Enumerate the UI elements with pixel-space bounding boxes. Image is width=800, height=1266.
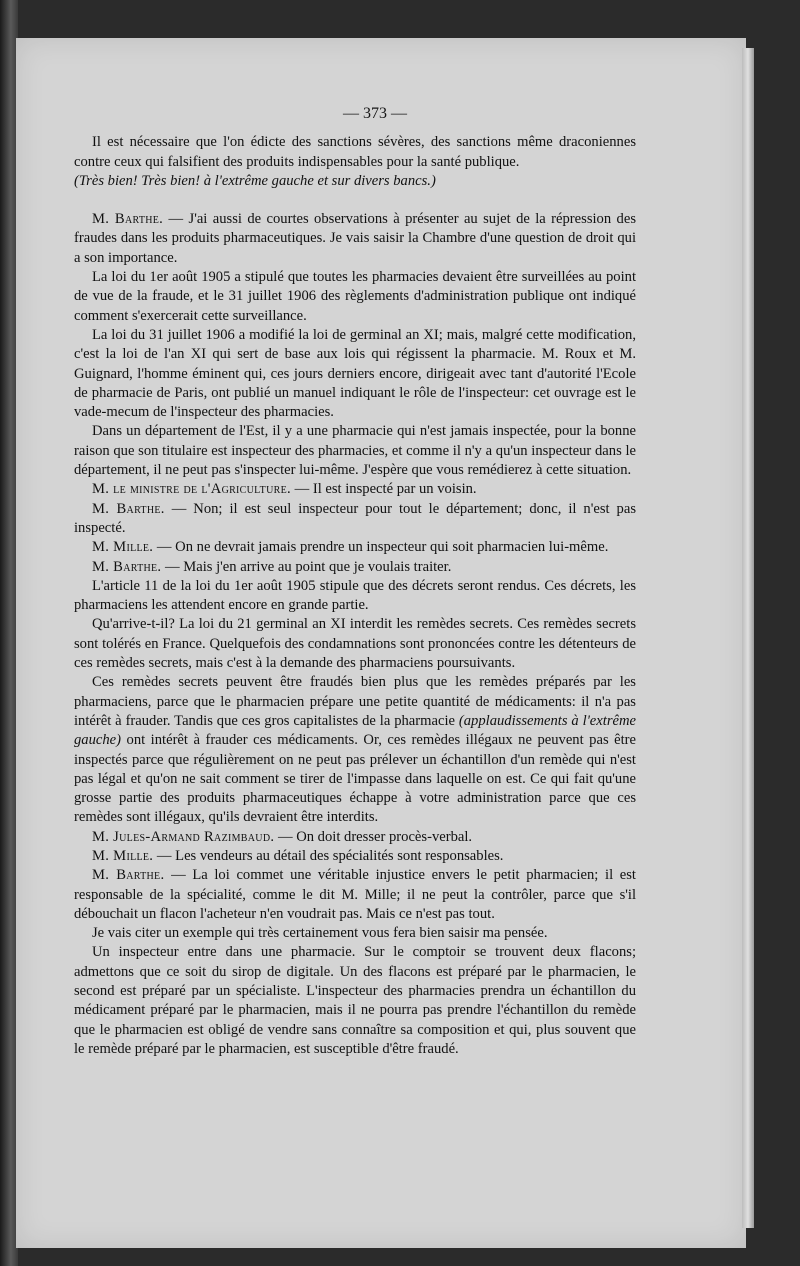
paragraph-text: Je vais citer un exemple qui très certainement vous fera bien saisir ma pensée.	[92, 925, 548, 942]
applause-note	[74, 172, 636, 191]
applause-text: (Très bien! Très bien! à l'extrême gauche et sur divers bancs.)	[74, 172, 436, 189]
speech-text: — On ne devrait jamais prendre un inspecteur qui soit pharmacien lui-même.	[153, 539, 609, 556]
paragraph-article-11	[74, 577, 636, 616]
speech-ministre	[74, 480, 636, 499]
paragraph-est	[74, 422, 636, 480]
page-edge-stack	[742, 48, 754, 1228]
page-text	[74, 104, 636, 1059]
paragraph-text: ont intérêt à frauder ces médicaments. Or, ces remèdes illégaux ne peuvent pas être inspectés parce que régulièrement on ne peut pas prélever un échantillon d'un remède qui n'est pas légal et qu'on ne sait comment se tirer de l'impasse dans laquelle on est. Ce qui fait qu'une grosse partie des produits pharmaceutiques échappe à votre administration parce que ces remèdes sont illégaux, qu'ils devraient être interdits.	[74, 732, 636, 826]
speech-text: — On doit dresser procès-verbal.	[274, 828, 473, 845]
speaker-name: M. Mille.	[92, 539, 154, 556]
paragraph-law-1906	[74, 326, 636, 422]
paragraph-remedes-secrets	[74, 615, 636, 673]
speech-razimbaud	[74, 828, 636, 847]
speech-barthe-1	[74, 210, 636, 268]
paragraph-inspecteur	[74, 943, 636, 1059]
applause-text: (applaudissements à l'extrême gauche)	[74, 712, 636, 749]
speaker-name: M. Barthe.	[92, 211, 164, 228]
paragraph-text: Il est nécessaire que l'on édicte des sanctions sévères, des sanctions même draconiennes contre ceux qui falsifient des produits indispensables pour la santé publique.	[74, 134, 636, 170]
speech-mille-2	[74, 847, 636, 866]
page-number: — 373 —	[343, 105, 407, 122]
speech-mille-1	[74, 538, 636, 557]
speech-barthe-3	[74, 558, 636, 577]
paragraph-text: L'article 11 de la loi du 1er août 1905 stipule que des décrets seront rendus. Ces décrets, les pharmaciens les attendent encore en grande partie.	[74, 577, 636, 614]
speaker-name: M. Jules-Armand Razimbaud.	[92, 828, 275, 845]
paragraph-1	[74, 133, 636, 172]
speaker-name: M. Barthe.	[92, 500, 165, 517]
section-gap	[74, 191, 636, 210]
paragraph-text: Un inspecteur entre dans une pharmacie. Sur le comptoir se trouvent deux flacons; admettons que ce soit du sirop de digitale. Un des flacons est préparé par le pharmacien, le second est préparé par un spécialiste. L'inspecteur des pharmacies prendra un échantillon du médicament préparé par le pharmacien, mais il ne pourra pas prendre l'échantillon du remède que le pharmacien est obligé de vendre sans connaître sa composition et qui, plus souvent que le remède préparé par le pharmacien, est susceptible d'être fraudé.	[74, 944, 636, 1057]
speech-text: — J'ai aussi de courtes observations à présenter au sujet de la répression des fraudes dans les produits pharmaceutiques. Je vais saisir la Chambre d'une question de droit qui a son importance.	[74, 211, 636, 266]
speech-text: — Les vendeurs au détail des spécialités sont responsables.	[153, 847, 504, 864]
paragraph-text: Ces remèdes secrets peuvent être fraudés bien plus que les remèdes préparés par les pharmaciens, parce que le pharmacien prépare une petite quantité de médicaments: il n'a pas intérêt à frauder. Tandis que ces gros capitalistes de la pharmacie	[74, 674, 636, 729]
speaker-name: M. Barthe.	[92, 867, 165, 884]
paragraph-text: Qu'arrive-t-il? La loi du 21 germinal an XI interdit les remèdes secrets. Ces remèdes secrets sont tolérés en France. Quelquefois des condamnations sont prononcées contre les détenteurs de ces remèdes secrets, mais c'est à la demande des pharmaciens poursuivants.	[74, 616, 636, 672]
speaker-name: M. le ministre de l'Agriculture.	[92, 481, 291, 498]
speech-barthe-2	[74, 500, 636, 539]
paragraph-law-1905	[74, 268, 636, 326]
paragraph-text: La loi du 31 juillet 1906 a modifié la loi de germinal an XI; mais, malgré cette modification, c'est la loi de l'an XI qui sert de base aux lois qui régissent la pharmacie. M. Roux et M. Guignard, l'homme éminent qui, ces jours derniers encore, dirigeait avec tant d'autorité l'Ecole de pharmacie de Paris, ont publié un manuel indiquant le rôle de l'inspecteur: cet ouvrage est le vade-mecum de l'inspecteur des pharmacies.	[74, 326, 636, 421]
speech-text: — Il est inspecté par un voisin.	[290, 481, 477, 498]
speaker-name: M. Barthe.	[92, 558, 162, 575]
speech-text: — Mais j'en arrive au point que je voulais traiter.	[161, 558, 452, 575]
speech-barthe-4	[74, 866, 636, 924]
paragraph-text: Dans un département de l'Est, il y a une pharmacie qui n'est jamais inspectée, pour la bonne raison que son titulaire est inspecteur des pharmacies, et comme il n'y a qu'un inspecteur dans le département, il ne peut pas s'inspecter lui-même. J'espère que vous remédierez à cette situation.	[74, 423, 636, 479]
speaker-name: M. Mille.	[92, 847, 154, 864]
speech-text: — La loi commet une véritable injustice envers le petit pharmacien; il est responsable de la spécialité, comme le dit M. Mille; il ne peut la contrôler, parce que s'il débouchait un flacon l'acheteur n'en voudrait pas. Mais ce n'est pas tout.	[74, 867, 636, 922]
speech-text: — Non; il est seul inspecteur pour tout le département; donc, il n'est pas inspecté.	[74, 500, 636, 536]
paragraph-fraudes	[74, 673, 636, 827]
paragraph-text: La loi du 1er août 1905 a stipulé que toutes les pharmacies devaient être surveillées au point de vue de la fraude, et le 31 juillet 1906 des règlements d'administration publique ont indiqué comment s'exercerait cette surveillance.	[74, 269, 636, 324]
paragraph-exemple	[74, 924, 636, 943]
